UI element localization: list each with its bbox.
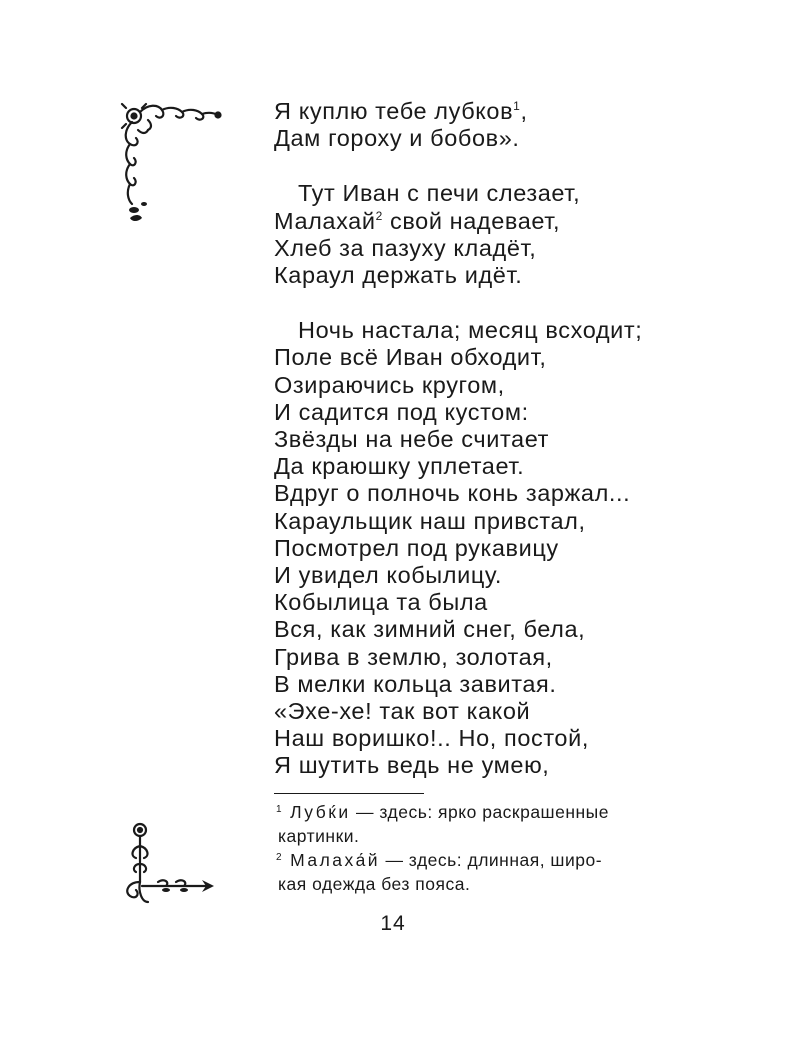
poem-line bbox=[274, 399, 694, 426]
poem-line bbox=[274, 698, 694, 725]
poem-line-text: Караульщик наш привстал, bbox=[274, 507, 586, 534]
poem-line-text: Озираючись кругом, bbox=[274, 371, 505, 398]
poem-line bbox=[274, 725, 694, 752]
footnotes bbox=[276, 800, 686, 896]
footnote-reference: 2 bbox=[375, 208, 383, 223]
footnote-term: Лубќи bbox=[290, 802, 351, 822]
poem-line bbox=[274, 98, 694, 125]
poem-line-text: Вся, как зимний снег, бела, bbox=[274, 616, 586, 643]
poem-line bbox=[274, 235, 694, 262]
poem-line-text: Караул держать идёт. bbox=[274, 262, 523, 289]
poem-line-text: Посмотрел под рукавицу bbox=[274, 534, 559, 561]
footnote-marker: 2 bbox=[276, 852, 283, 863]
poem-line bbox=[274, 508, 694, 535]
footnote-reference: 1 bbox=[513, 99, 521, 113]
footnote-term: Малаха́й bbox=[290, 850, 381, 870]
poem-line bbox=[274, 644, 694, 671]
corner-flourish-icon bbox=[118, 100, 228, 225]
bottom-flourish-icon bbox=[118, 820, 218, 910]
poem-line bbox=[274, 125, 694, 152]
poem-line-text: Ночь настала; месяц всходит; bbox=[298, 317, 643, 344]
poem-line bbox=[274, 426, 694, 453]
poem-line-text: Малахай bbox=[274, 207, 376, 234]
poem-line-text: Поле всё Иван обходит, bbox=[274, 344, 547, 371]
poem-line bbox=[274, 344, 694, 371]
poem-line bbox=[274, 671, 694, 698]
footnote-text-continued: кая одежда без пояса. bbox=[278, 874, 471, 894]
poem-line-text: Кобылица та была bbox=[274, 589, 488, 616]
poem-line bbox=[274, 453, 694, 480]
poem-line bbox=[274, 589, 694, 616]
poem-line bbox=[274, 480, 694, 507]
poem-line-text: Наш воришко!.. Но, постой, bbox=[274, 725, 589, 752]
poem-line bbox=[274, 616, 694, 643]
poem-line-text: Грива в землю, золотая, bbox=[274, 643, 553, 670]
poem-line-text: Звёзды на небе считает bbox=[274, 426, 549, 453]
poem-line-text: Я шутить ведь не умею, bbox=[274, 752, 550, 779]
page-number: 14 bbox=[380, 912, 406, 935]
footnote-text: — здесь: длинная, широ- bbox=[380, 850, 603, 870]
footnote-1 bbox=[276, 800, 686, 848]
poem-line-text: Да краюшку уплетает. bbox=[274, 453, 525, 480]
poem-line-text: Я куплю тебе лубков bbox=[274, 98, 514, 124]
poem-line bbox=[274, 535, 694, 562]
footnote-divider bbox=[274, 793, 424, 794]
poem-line-text: Вдруг о полночь конь заржал... bbox=[274, 480, 631, 507]
poem-line-text: И садится под кустом: bbox=[274, 398, 529, 425]
stanza-gap bbox=[274, 289, 694, 317]
stanza-gap bbox=[274, 152, 694, 180]
poem-line bbox=[274, 317, 694, 344]
footnote-text-continued: картинки. bbox=[278, 826, 360, 846]
footnote-2 bbox=[276, 848, 686, 896]
footnote-marker: 1 bbox=[276, 804, 283, 815]
poem-line-text: свой надевает, bbox=[382, 207, 561, 234]
poem-line-text: , bbox=[520, 98, 528, 124]
poem-line bbox=[274, 262, 694, 289]
poem-line-text: И увидел кобылицу. bbox=[274, 562, 503, 589]
poem-line-text: Хлеб за пазуху кладёт, bbox=[274, 234, 537, 261]
poem-line-text: Дам гороху и бобов». bbox=[274, 125, 520, 152]
poem-line bbox=[274, 752, 694, 779]
poem-line-text: Тут Иван с печи слезает, bbox=[298, 180, 581, 207]
footnote-text: — здесь: ярко раскрашенные bbox=[350, 802, 609, 822]
poem-line-text: В мелки кольца завитая. bbox=[274, 670, 557, 697]
poem-line-text: «Эхе-хе! так вот какой bbox=[274, 698, 531, 725]
poem-text bbox=[274, 98, 694, 780]
poem-line bbox=[274, 180, 694, 207]
poem-line bbox=[274, 562, 694, 589]
poem-line bbox=[274, 208, 694, 235]
poem-line bbox=[274, 372, 694, 399]
